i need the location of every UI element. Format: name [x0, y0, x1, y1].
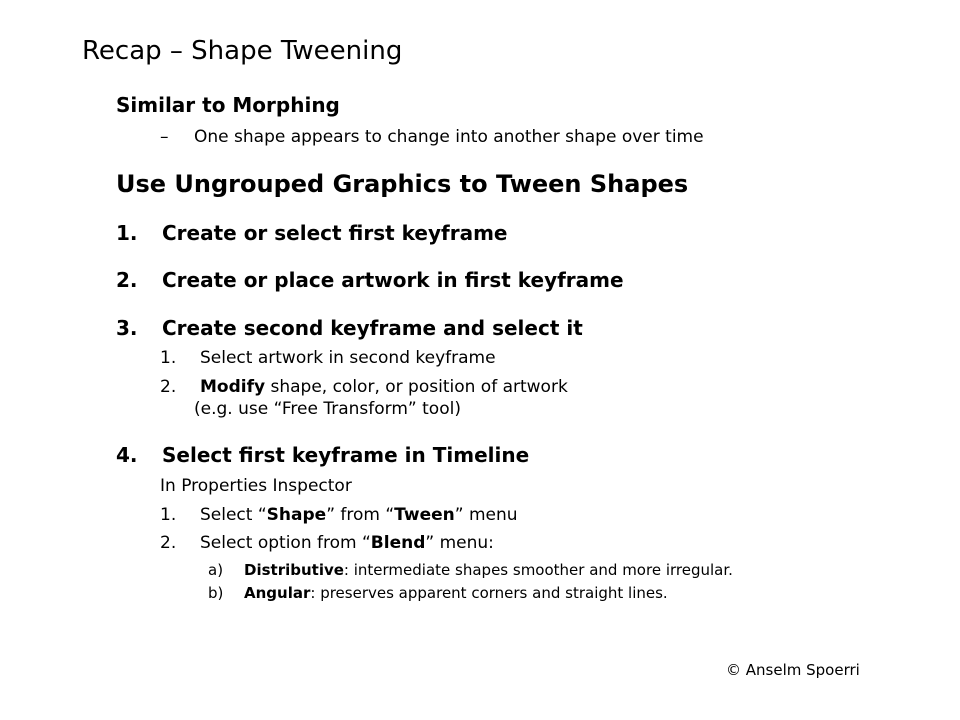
- step-number: 2.: [116, 268, 138, 292]
- sub-bold: Modify: [200, 377, 266, 397]
- sub-text-pre: Select “: [200, 505, 267, 525]
- sub-text-post: ” menu: [454, 505, 518, 525]
- dash-bullet: –: [160, 127, 169, 147]
- option-angular: [208, 584, 668, 602]
- sub-text: Select artwork in second keyframe: [200, 348, 496, 368]
- step-number: 3.: [116, 316, 138, 340]
- step-1: [116, 221, 507, 245]
- step-3-sub-2: [160, 377, 568, 397]
- morphing-point-text: One shape appears to change into another shape over time: [194, 127, 704, 147]
- step-3-sub-2-continuation: (e.g. use “Free Transform” tool): [194, 399, 461, 419]
- option-bold: Distributive: [244, 561, 344, 579]
- option-distributive: [208, 561, 733, 579]
- sub-text: shape, color, or position of artwork: [265, 377, 568, 397]
- sub-bold-blend: Blend: [370, 533, 426, 553]
- copyright-footer: © Anselm Spoerri: [726, 661, 860, 679]
- sub-number: 1.: [160, 348, 177, 368]
- option-text: : preserves apparent corners and straight lines.: [310, 584, 668, 602]
- step-number: 1.: [116, 221, 138, 245]
- step-text: Create second keyframe and select it: [162, 316, 583, 340]
- step-number: 4.: [116, 443, 138, 467]
- step-4-sub-2: [160, 533, 494, 553]
- option-letter: a): [208, 561, 224, 579]
- step-text: Create or place artwork in first keyframe: [162, 268, 624, 292]
- step-4-intro: In Properties Inspector: [160, 476, 352, 496]
- heading-ungrouped-graphics: Use Ungrouped Graphics to Tween Shapes: [116, 170, 689, 198]
- step-text: Select first keyframe in Timeline: [162, 443, 530, 467]
- step-4: [116, 443, 529, 467]
- morphing-point: [160, 127, 704, 147]
- heading-similar-to-morphing: Similar to Morphing: [116, 93, 340, 117]
- step-4-sub-1: [160, 505, 518, 525]
- slide-title: Recap – Shape Tweening: [82, 36, 403, 66]
- option-text: : intermediate shapes smoother and more irregular.: [343, 561, 733, 579]
- sub-text-pre: Select option from “: [200, 533, 371, 553]
- sub-number: 1.: [160, 505, 177, 525]
- sub-bold-tween: Tween: [394, 505, 455, 525]
- step-3: [116, 316, 583, 340]
- step-3-sub-1: [160, 348, 496, 368]
- sub-number: 2.: [160, 377, 177, 397]
- sub-bold-shape: Shape: [266, 505, 327, 525]
- step-text: Create or select first keyframe: [162, 221, 508, 245]
- option-bold: Angular: [244, 584, 311, 602]
- step-2: [116, 268, 624, 292]
- option-letter: b): [208, 584, 224, 602]
- sub-text-post: ” menu:: [425, 533, 494, 553]
- sub-text-mid: ” from “: [326, 505, 395, 525]
- sub-number: 2.: [160, 533, 177, 553]
